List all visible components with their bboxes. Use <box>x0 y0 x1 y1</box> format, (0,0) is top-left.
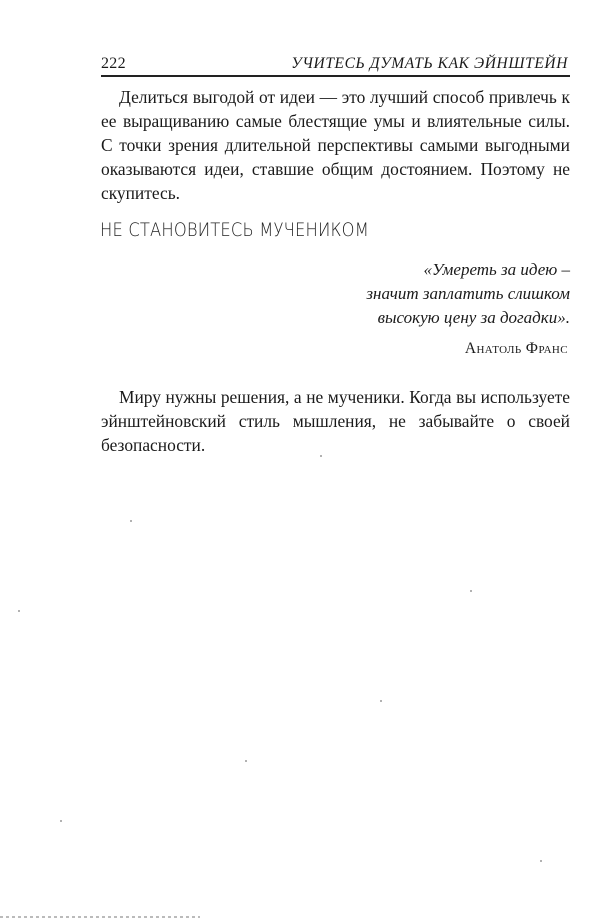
epigraph-author: Анатоль Франс <box>464 340 568 357</box>
scan-edge-mark <box>0 916 200 918</box>
epigraph-line: «Умереть за идею – <box>423 260 570 279</box>
epigraph-line: значит заплатить слишком <box>366 284 570 303</box>
scan-speck <box>540 860 542 862</box>
section-heading: НЕ СТАНОВИТЕСЬ МУЧЕНИКОМ <box>100 219 369 241</box>
scan-speck <box>245 760 247 762</box>
closing-paragraph: Миру нужны решения, а не мученики. Когда вы используете эйнштейновский стиль мышления, не забывайте о своей безопасности. <box>101 387 570 455</box>
page-number: 222 <box>101 55 126 72</box>
scan-speck <box>320 455 322 457</box>
running-head <box>101 53 570 77</box>
intro-paragraph: Делиться выгодой от идеи — это лучший способ привлечь к ее выращиванию самые блестящие умы и влиятельные силы. С точки зрения длительной перспективы самыми выгодными оказываются идеи, ставшие общим достоянием. Поэтому не скупитесь. <box>101 87 570 203</box>
scan-speck <box>130 520 132 522</box>
scan-speck <box>470 590 472 592</box>
scan-speck <box>380 700 382 702</box>
epigraph-quote <box>270 258 570 330</box>
running-title: УЧИТЕСЬ ДУМАТЬ КАК ЭЙНШТЕЙН <box>291 55 568 72</box>
scan-speck <box>60 820 62 822</box>
scan-speck <box>18 610 20 612</box>
epigraph-line: высокую цену за догадки». <box>377 308 570 327</box>
